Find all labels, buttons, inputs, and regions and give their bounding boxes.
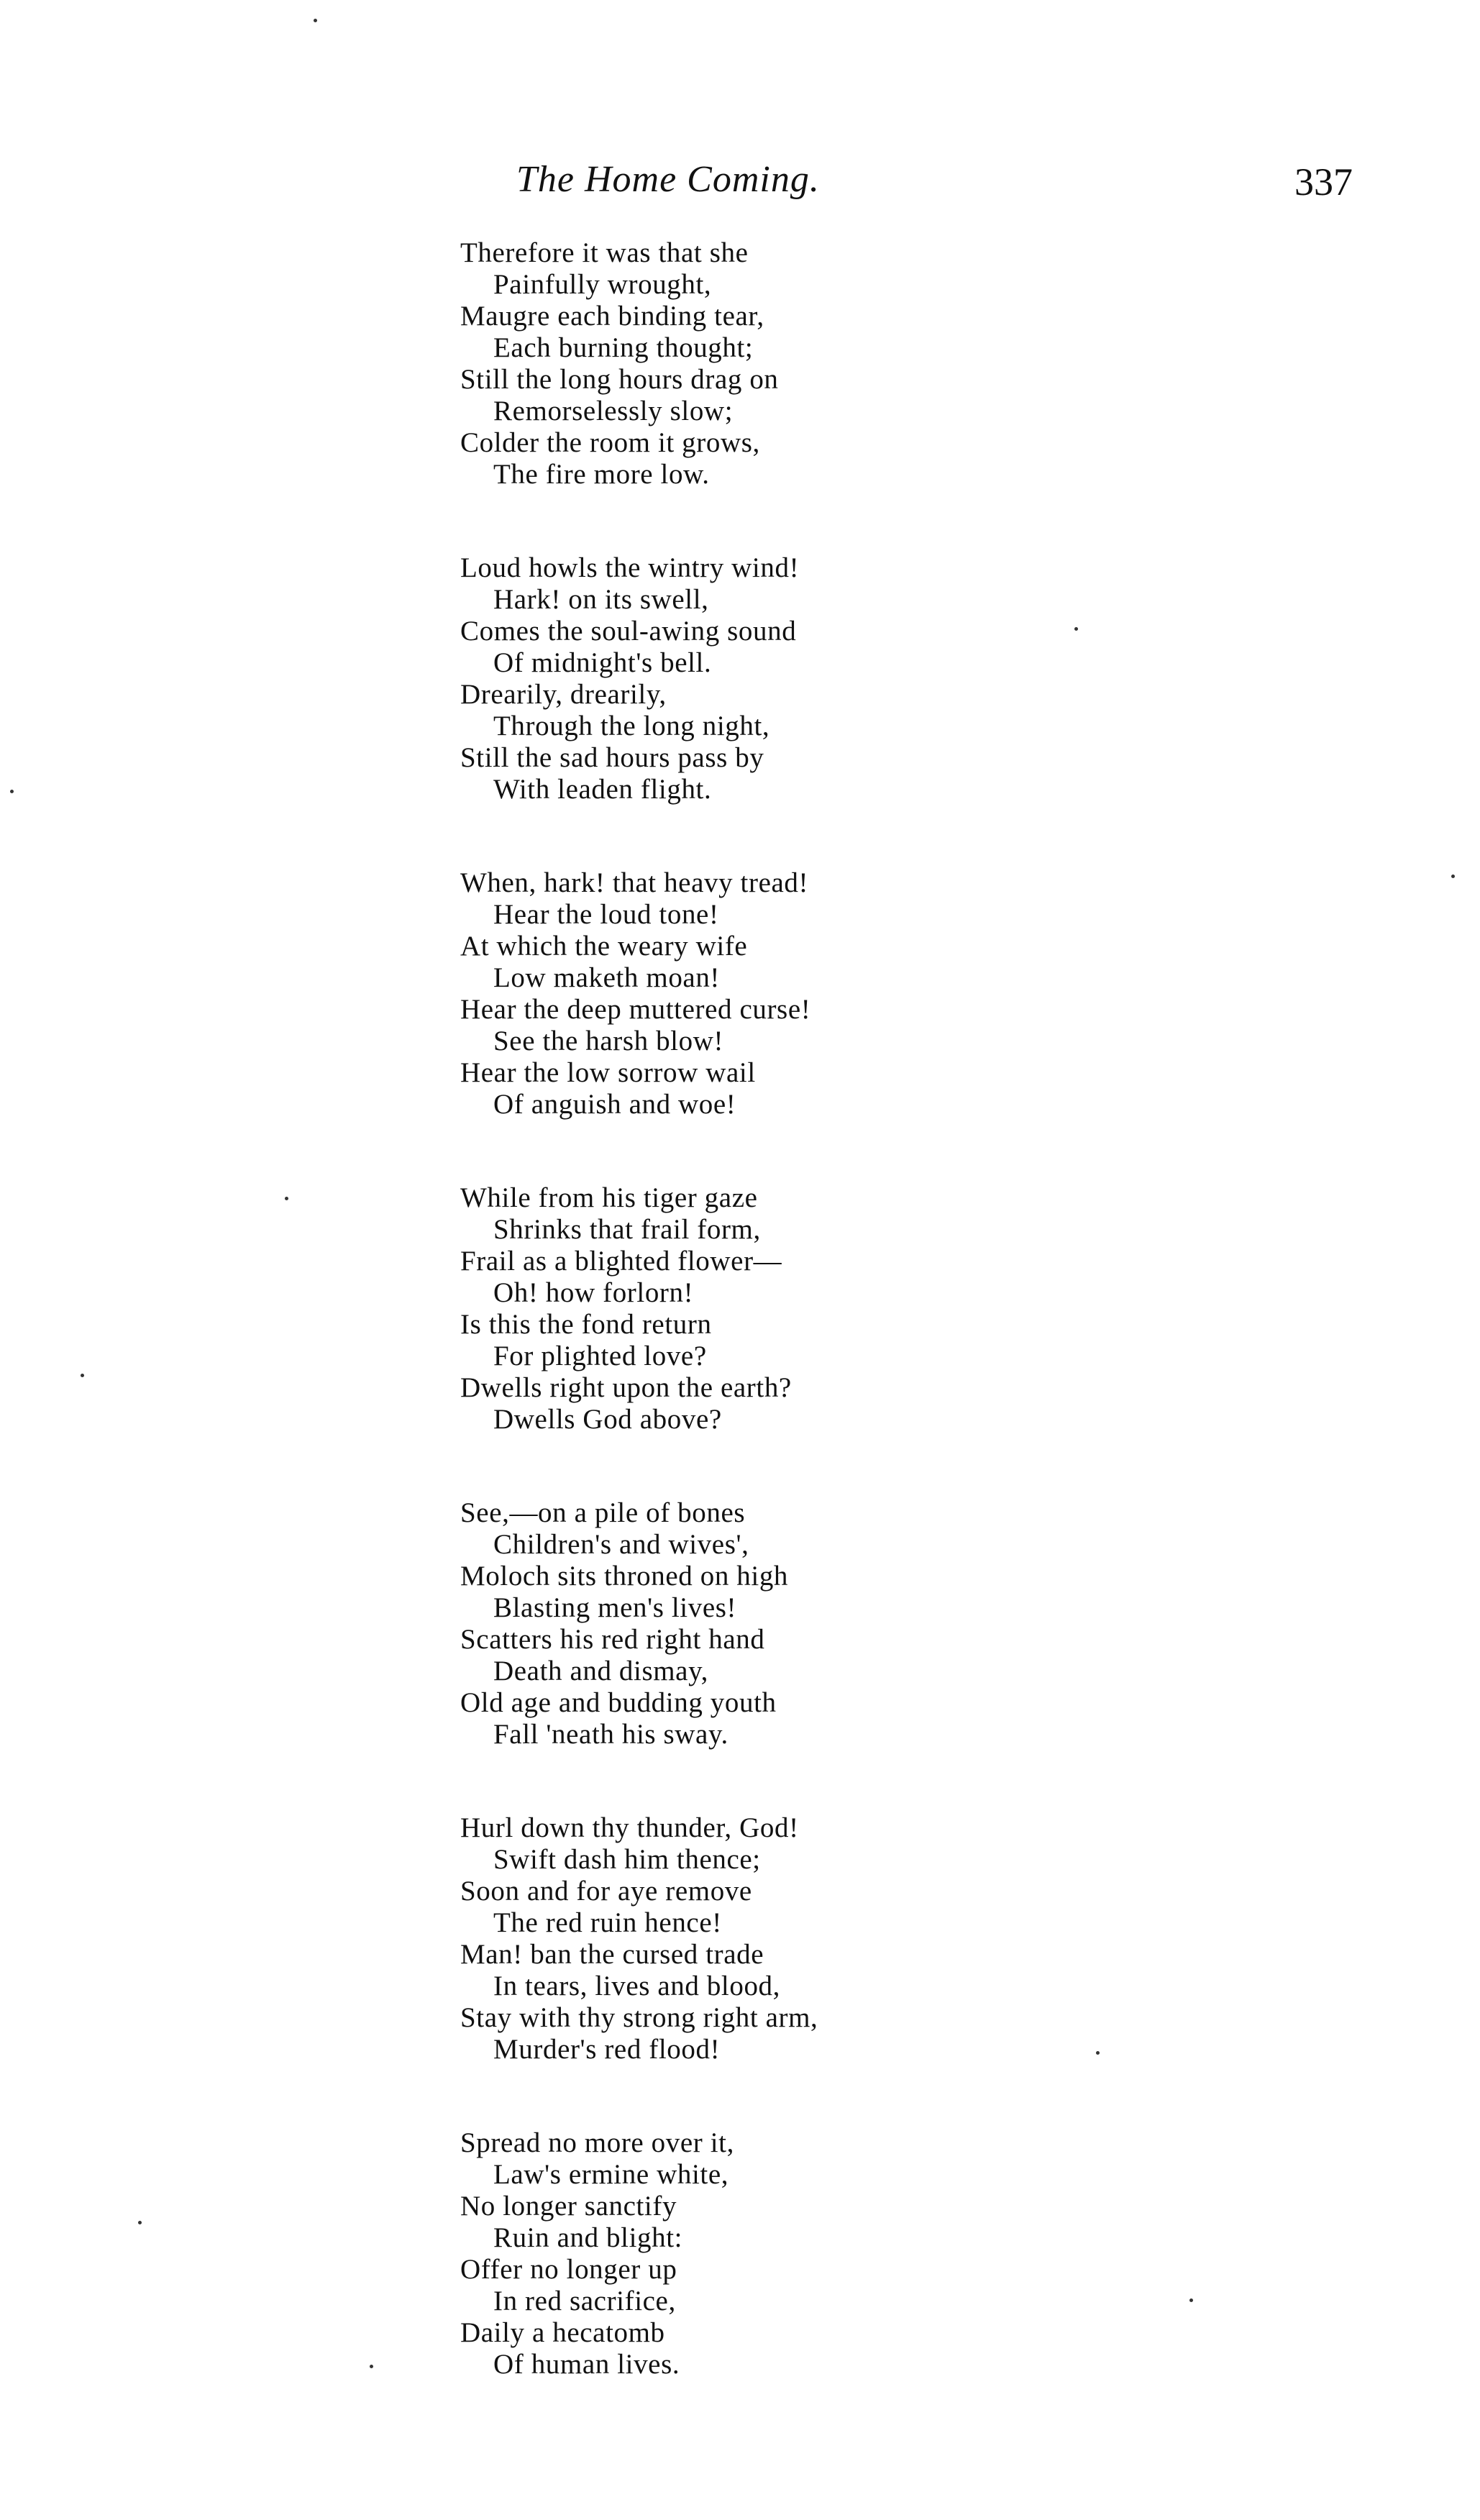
poem-line: Remorselessly slow; xyxy=(493,396,734,426)
scan-speck xyxy=(81,1374,84,1377)
poem-line: Man! ban the cursed trade xyxy=(460,1939,764,1970)
poem-line: Still the sad hours pass by xyxy=(460,742,764,773)
poem-line: With leaden flight. xyxy=(493,774,712,805)
poem-line: While from his tiger gaze xyxy=(460,1182,758,1213)
poem-line: Spread no more over it, xyxy=(460,2127,734,2158)
poem-line: At which the weary wife xyxy=(460,931,748,962)
stanza-4 xyxy=(460,1182,1251,1435)
poem-line: Children's and wives', xyxy=(493,1529,749,1560)
poem-line: Swift dash him thence; xyxy=(493,1844,761,1875)
poem-line: Fall 'neath his sway. xyxy=(493,1719,728,1750)
poem-line: No longer sanctify xyxy=(460,2191,677,2222)
poem-line: Old age and budding youth xyxy=(460,1687,777,1718)
poem-line: Painfully wrought, xyxy=(493,269,712,300)
poem-line: When, hark! that heavy tread! xyxy=(460,867,809,898)
poem-line: In tears, lives and blood, xyxy=(493,1971,781,2001)
stanza-1 xyxy=(460,237,1251,490)
poem-line: Maugre each binding tear, xyxy=(460,301,764,332)
poem-line: Hear the low sorrow wail xyxy=(460,1057,756,1088)
poem-line: Of human lives. xyxy=(493,2349,680,2380)
poem-line: Soon and for aye remove xyxy=(460,1876,752,1907)
poem-line: See the harsh blow! xyxy=(493,1026,724,1056)
scan-speck xyxy=(1096,2051,1100,2055)
scan-speck xyxy=(285,1197,288,1200)
poem-line: The fire more low. xyxy=(493,459,710,490)
poem-line: Ruin and blight: xyxy=(493,2222,683,2253)
scan-speck xyxy=(10,790,14,793)
stanza-7 xyxy=(460,2127,1251,2380)
poem-line: Dwells God above? xyxy=(493,1404,722,1435)
scan-speck xyxy=(370,2365,373,2368)
poem-line: Loud howls the wintry wind! xyxy=(460,552,800,583)
page-number: 337 xyxy=(1294,160,1353,204)
poem-line: The red ruin hence! xyxy=(493,1907,722,1938)
poem-line: Still the long hours drag on xyxy=(460,364,779,395)
poem-line: Drearily, drearily, xyxy=(460,679,667,710)
poem-line: Therefore it was that she xyxy=(460,237,749,268)
poem-line: Through the long night, xyxy=(493,711,770,741)
poem-line: Hark! on its swell, xyxy=(493,584,709,615)
scan-speck xyxy=(1451,875,1455,878)
poem-line: Colder the room it grows, xyxy=(460,427,760,458)
poem-line: Frail as a blighted flower— xyxy=(460,1246,782,1277)
stanza-5 xyxy=(460,1497,1251,1750)
poem-line: In red sacrifice, xyxy=(493,2286,676,2316)
poem-line: Death and dismay, xyxy=(493,1656,709,1686)
poem-line: Oh! how forlorn! xyxy=(493,1277,694,1308)
poem-line: Murder's red flood! xyxy=(493,2034,721,2065)
poem-line: Blasting men's lives! xyxy=(493,1592,737,1623)
stanza-2 xyxy=(460,552,1251,805)
running-title: The Home Coming. xyxy=(516,159,820,200)
poem-line: Each burning thought; xyxy=(493,332,754,363)
scan-speck xyxy=(138,2221,142,2224)
poem-line: Of midnight's bell. xyxy=(493,647,712,678)
poem-line: For plighted love? xyxy=(493,1341,707,1371)
scan-speck xyxy=(314,19,317,22)
scan-speck xyxy=(1074,627,1078,631)
poem-line: Is this the fond return xyxy=(460,1309,712,1340)
poem-line: Daily a hecatomb xyxy=(460,2317,665,2348)
poem xyxy=(460,237,1251,2442)
poem-line: Stay with thy strong right arm, xyxy=(460,2002,818,2033)
poem-line: See,—on a pile of bones xyxy=(460,1497,746,1528)
poem-line: Moloch sits throned on high xyxy=(460,1561,789,1592)
poem-line: Of anguish and woe! xyxy=(493,1089,736,1120)
poem-line: Offer no longer up xyxy=(460,2254,677,2285)
poem-line: Comes the soul-awing sound xyxy=(460,616,797,647)
scan-speck xyxy=(1189,2298,1193,2302)
stanza-3 xyxy=(460,867,1251,1120)
poem-line: Law's ermine white, xyxy=(493,2159,729,2190)
poem-line: Hurl down thy thunder, God! xyxy=(460,1812,799,1843)
poem-line: Low maketh moan! xyxy=(493,962,721,993)
stanza-6 xyxy=(460,1812,1251,2065)
poem-line: Shrinks that frail form, xyxy=(493,1214,761,1245)
poem-line: Hear the deep muttered curse! xyxy=(460,994,811,1025)
poem-line: Scatters his red right hand xyxy=(460,1624,765,1655)
poem-line: Dwells right upon the earth? xyxy=(460,1372,792,1403)
poem-line: Hear the loud tone! xyxy=(493,899,719,930)
